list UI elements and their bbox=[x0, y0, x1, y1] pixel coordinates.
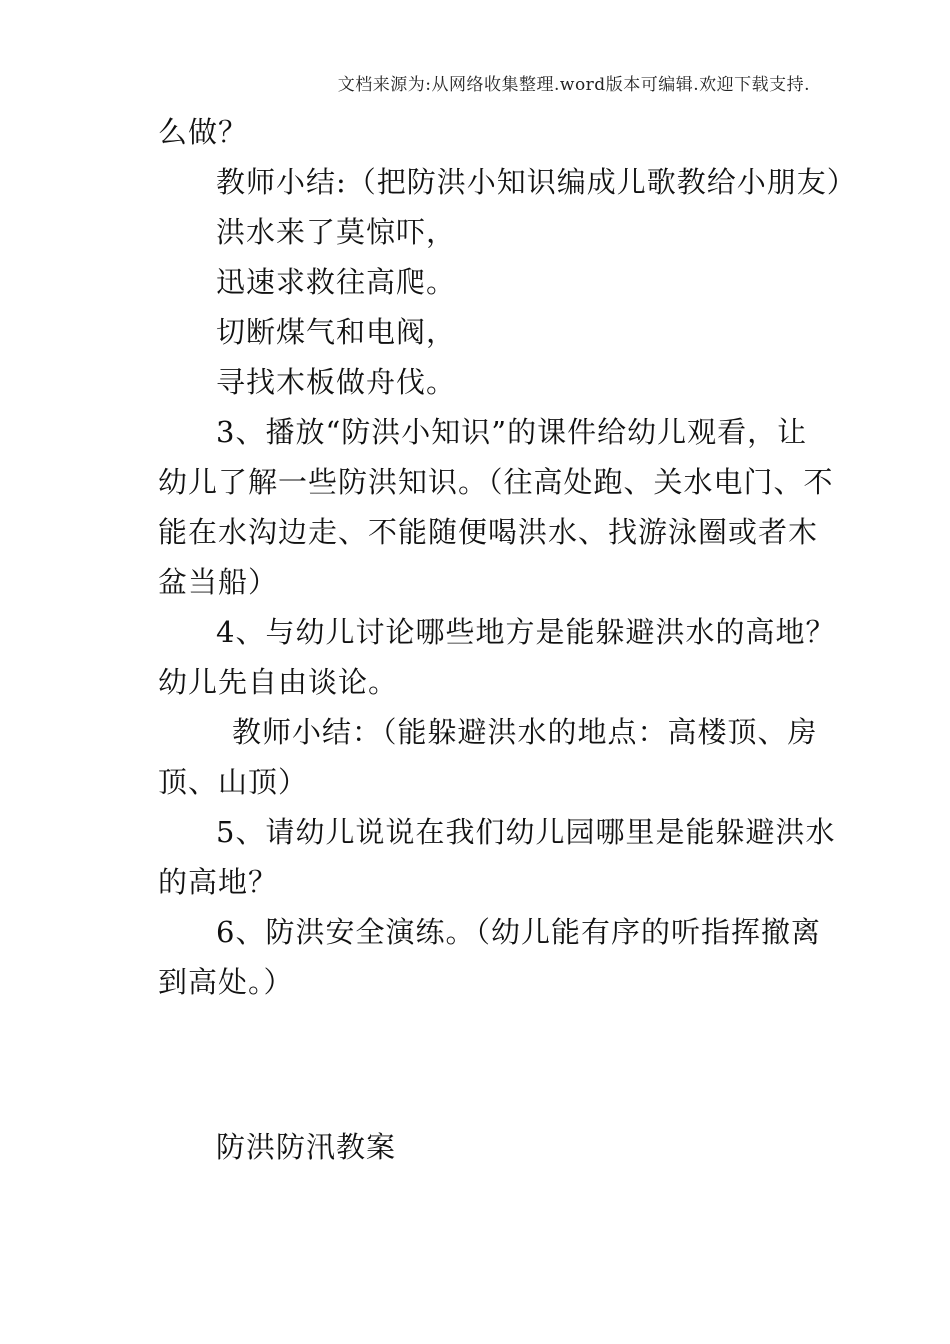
text-line-11: 4、与幼儿讨论哪些地方是能躲避洪水的高地？ bbox=[216, 615, 836, 649]
text-line-18: 到高处。） bbox=[158, 965, 294, 999]
text-line-16: 的高地？ bbox=[158, 865, 279, 899]
text-line-2: 教师小结:（把防洪小知识编成儿歌教给小朋友） bbox=[216, 165, 857, 199]
text-line-1: 么做？ bbox=[158, 115, 249, 149]
text-line-13: 教师小结：（能躲避洪水的地点：高楼顶、房 bbox=[232, 715, 818, 749]
text-line-7: 3、播放“防洪小知识”的课件给幼儿观看，让 bbox=[216, 415, 808, 449]
text-line-3: 洪水来了莫惊吓， bbox=[216, 215, 457, 249]
text-line-6: 寻找木板做舟伐。 bbox=[216, 365, 457, 399]
header-note: 文档来源为:从网络收集整理.word版本可编辑.欢迎下载支持. bbox=[337, 75, 810, 95]
text-line-5: 切断煤气和电阀， bbox=[216, 315, 457, 349]
text-line-10: 盆当船） bbox=[158, 565, 279, 599]
text-line-15: 5、请幼儿说说在我们幼儿园哪里是能躲避洪水 bbox=[216, 815, 836, 849]
text-line-4: 迅速求救往高爬。 bbox=[216, 265, 457, 299]
text-line-17: 6、防洪安全演练。（幼儿能有序的听指挥撤离 bbox=[216, 915, 821, 949]
text-line-9: 能在水沟边走、不能随便喝洪水、找游泳圈或者木 bbox=[158, 515, 819, 549]
text-line-12: 幼儿先自由谈论。 bbox=[158, 665, 399, 699]
text-line-8: 幼儿了解一些防洪知识。（往高处跑、关水电门、不 bbox=[158, 465, 834, 499]
footer-title: 防洪防汛教案 bbox=[216, 1130, 397, 1164]
text-line-14: 顶、山顶） bbox=[158, 765, 309, 799]
